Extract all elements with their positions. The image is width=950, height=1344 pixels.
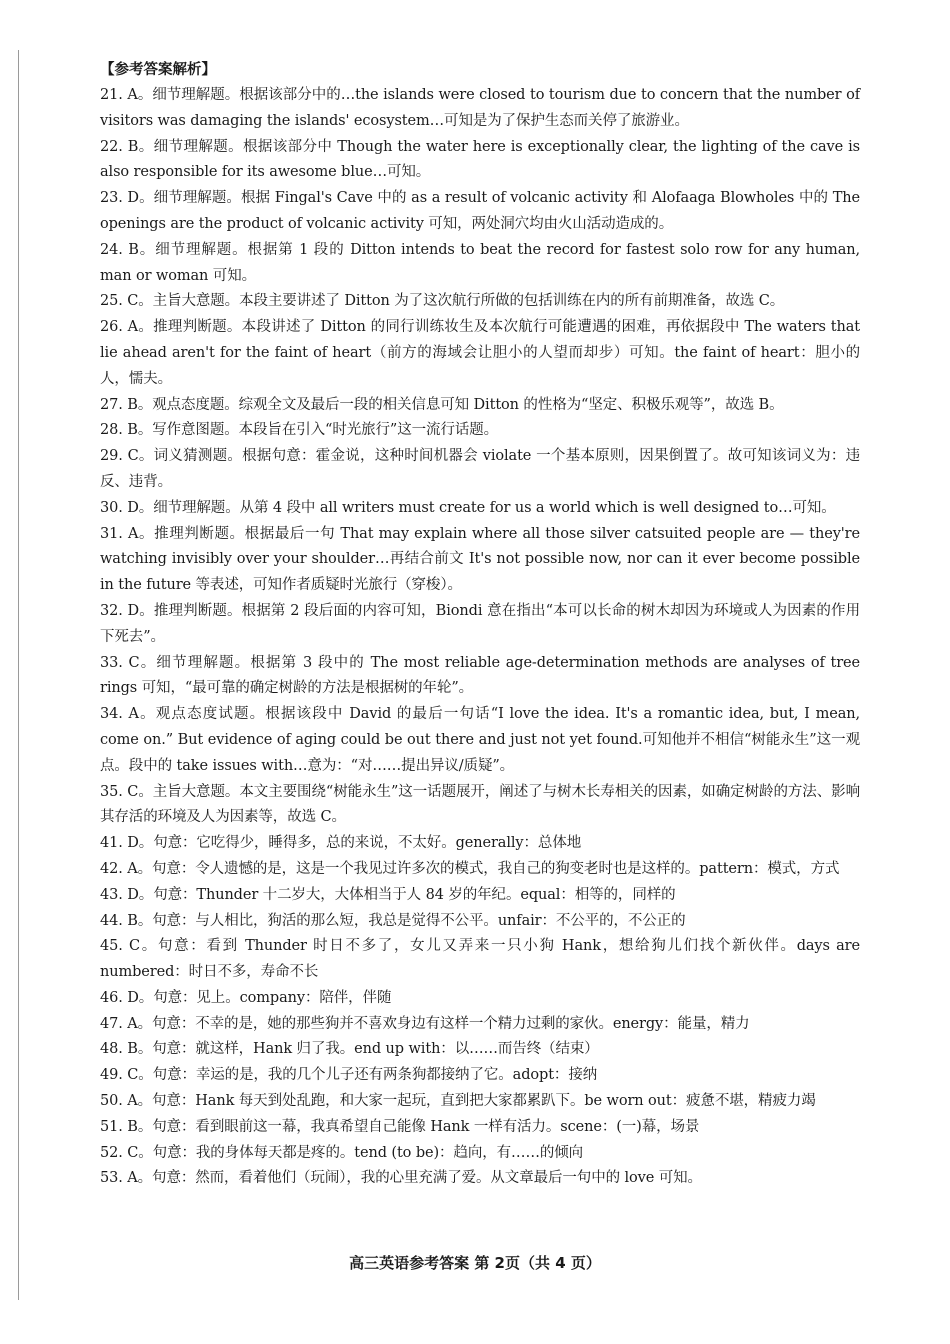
answer-41: 41. D。句意：它吃得少，睡得多，总的来说，不太好。generally：总体地 <box>100 835 582 852</box>
answer-27: 27. B。观点态度题。综观全文及最后一段的相关信息可知 Ditton 的性格为“坚定、积极乐观等”，故选 B。 <box>100 396 784 413</box>
answer-30: 30. D。细节理解题。从第 4 段中 all writers must create for us a world which is well designed to…可知。 <box>100 499 836 516</box>
answer-52: 52. C。句意：我的身体每天都是疼的。tend (to be)：趋向，有……的倾向 <box>100 1144 584 1161</box>
answer-24: 24. B。细节理解题。根据第 1 段的 Ditton intends to beat the record for fastest solo row for any human, man or woman 可知。 <box>100 241 860 284</box>
answer-23: 23. D。细节理解题。根据 Fingal's Cave 中的 as a result of volcanic activity 和 Alofaaga Blowholes 中的 The openings are the product of volcanic activity 可知，两处洞穴均由火山活动造成的。 <box>100 190 860 232</box>
answer-34: 34. A。观点态度试题。根据该段中 David 的最后一句话“I love the idea. It's a romantic idea, but, I mean, come on.” But evidence of aging could be out there and just not yet found.可知他并不相信“树能永生”这一观点。段中的 take issues with…意为：“对……提出异议/质疑”。 <box>100 706 860 774</box>
answer-43: 43. D。句意：Thunder 十二岁大，大体相当于人 84 岁的年纪。equal：相等的，同样的 <box>100 886 676 903</box>
answer-50: 50. A。句意：Hank 每天到处乱跑，和大家一起玩，直到把大家都累趴下。be worn out：疲惫不堪，精疲力竭 <box>100 1093 816 1110</box>
answer-45: 45. C。句意：看到 Thunder 时日不多了，女儿又弄来一只小狗 Hank，想给狗儿们找个新伙伴。days are numbered：时日不多，寿命不长 <box>100 938 860 981</box>
answer-48: 48. B。句意：就这样，Hank 归了我。end up with：以……而告终（结束） <box>100 1041 599 1058</box>
answer-29: 29. C。词义猜测题。根据句意：霍金说，这种时间机器会 violate 一个基本原则，因果倒置了。故可知该词义为：违反、违背。 <box>100 448 860 490</box>
answer-32: 32. D。推理判断题。根据第 2 段后面的内容可知，Biondi 意在指出“本可以长命的树木却因为环境或人为因素的作用下死去”。 <box>100 602 860 645</box>
answer-51: 51. B。句意：看到眼前这一幕，我真希望自己能像 Hank 一样有活力。scene：(一)幕，场景 <box>100 1118 700 1135</box>
answer-35: 35. C。主旨大意题。本文主要围绕“树能永生”这一话题展开，阐述了与树木长寿相关的因素，如确定树龄的方法、影响其存活的环境及人为因素等，故选 C。 <box>100 783 860 826</box>
section-heading: 【参考答案解析】 <box>100 61 216 78</box>
answer-31: 31. A。推理判断题。根据最后一句 That may explain where all those silver catsuited people are — they're watching invisibly over your shoulder…再结合前文 It's not possible now, nor can it ever become possible in the future 等表述，可知作者质疑时光旅行（穿梭）。 <box>100 525 860 594</box>
answer-46: 46. D。句意：见上。company：陪伴，伴随 <box>100 989 392 1006</box>
left-margin-rule <box>18 50 19 1300</box>
answer-49: 49. C。句意：幸运的是，我的几个儿子还有两条狗都接纳了它。adopt：接纳 <box>100 1067 598 1084</box>
answer-53: 53. A。句意：然而，看着他们（玩闹），我的心里充满了爱。从文章最后一句中的 love 可知。 <box>100 1170 702 1187</box>
answer-key-page <box>100 58 860 1192</box>
answer-44: 44. B。句意：与人相比，狗活的那么短，我总是觉得不公平。unfair：不公平的，不公正的 <box>100 912 686 929</box>
page-footer: 高三英语参考答案 第 2页（共 4 页） <box>349 1254 601 1272</box>
answer-25: 25. C。主旨大意题。本段主要讲述了 Ditton 为了这次航行所做的包括训练在内的所有前期准备，故选 C。 <box>100 293 785 310</box>
answer-22: 22. B。细节理解题。根据该部分中 Though the water here is exceptionally clear, the lighting of the cave is also responsible for its awesome blue…可知。 <box>100 138 860 181</box>
answer-47: 47. A。句意：不幸的是，她的那些狗并不喜欢身边有这样一个精力过剩的家伙。energy：能量，精力 <box>100 1015 750 1032</box>
answer-21: 21. A。细节理解题。根据该部分中的…the islands were closed to tourism due to concern that the number of visitors was damaging the islands' ecosystem…可知是为了保护生态而关停了旅游业。 <box>100 87 860 129</box>
answer-42: 42. A。句意：令人遗憾的是，这是一个我见过许多次的模式，我自己的狗变老时也是这样的。pattern：模式，方式 <box>100 860 840 877</box>
answer-33: 33. C。细节理解题。根据第 3 段中的 The most reliable age-determination methods are analyses of tree rings 可知，“最可靠的确定树龄的方法是根据树的年轮”。 <box>100 654 860 697</box>
answer-28: 28. B。写作意图题。本段旨在引入“时光旅行”这一流行话题。 <box>100 422 499 439</box>
answer-26: 26. A。推理判断题。本段讲述了 Ditton 的同行训练妆生及本次航行可能遭遇的困难，再依据段中 The waters that lie ahead aren't for the faint of heart（前方的海域会让胆小的人望而却步）可知。the faint of heart：胆小的人，懦夫。 <box>100 319 860 387</box>
